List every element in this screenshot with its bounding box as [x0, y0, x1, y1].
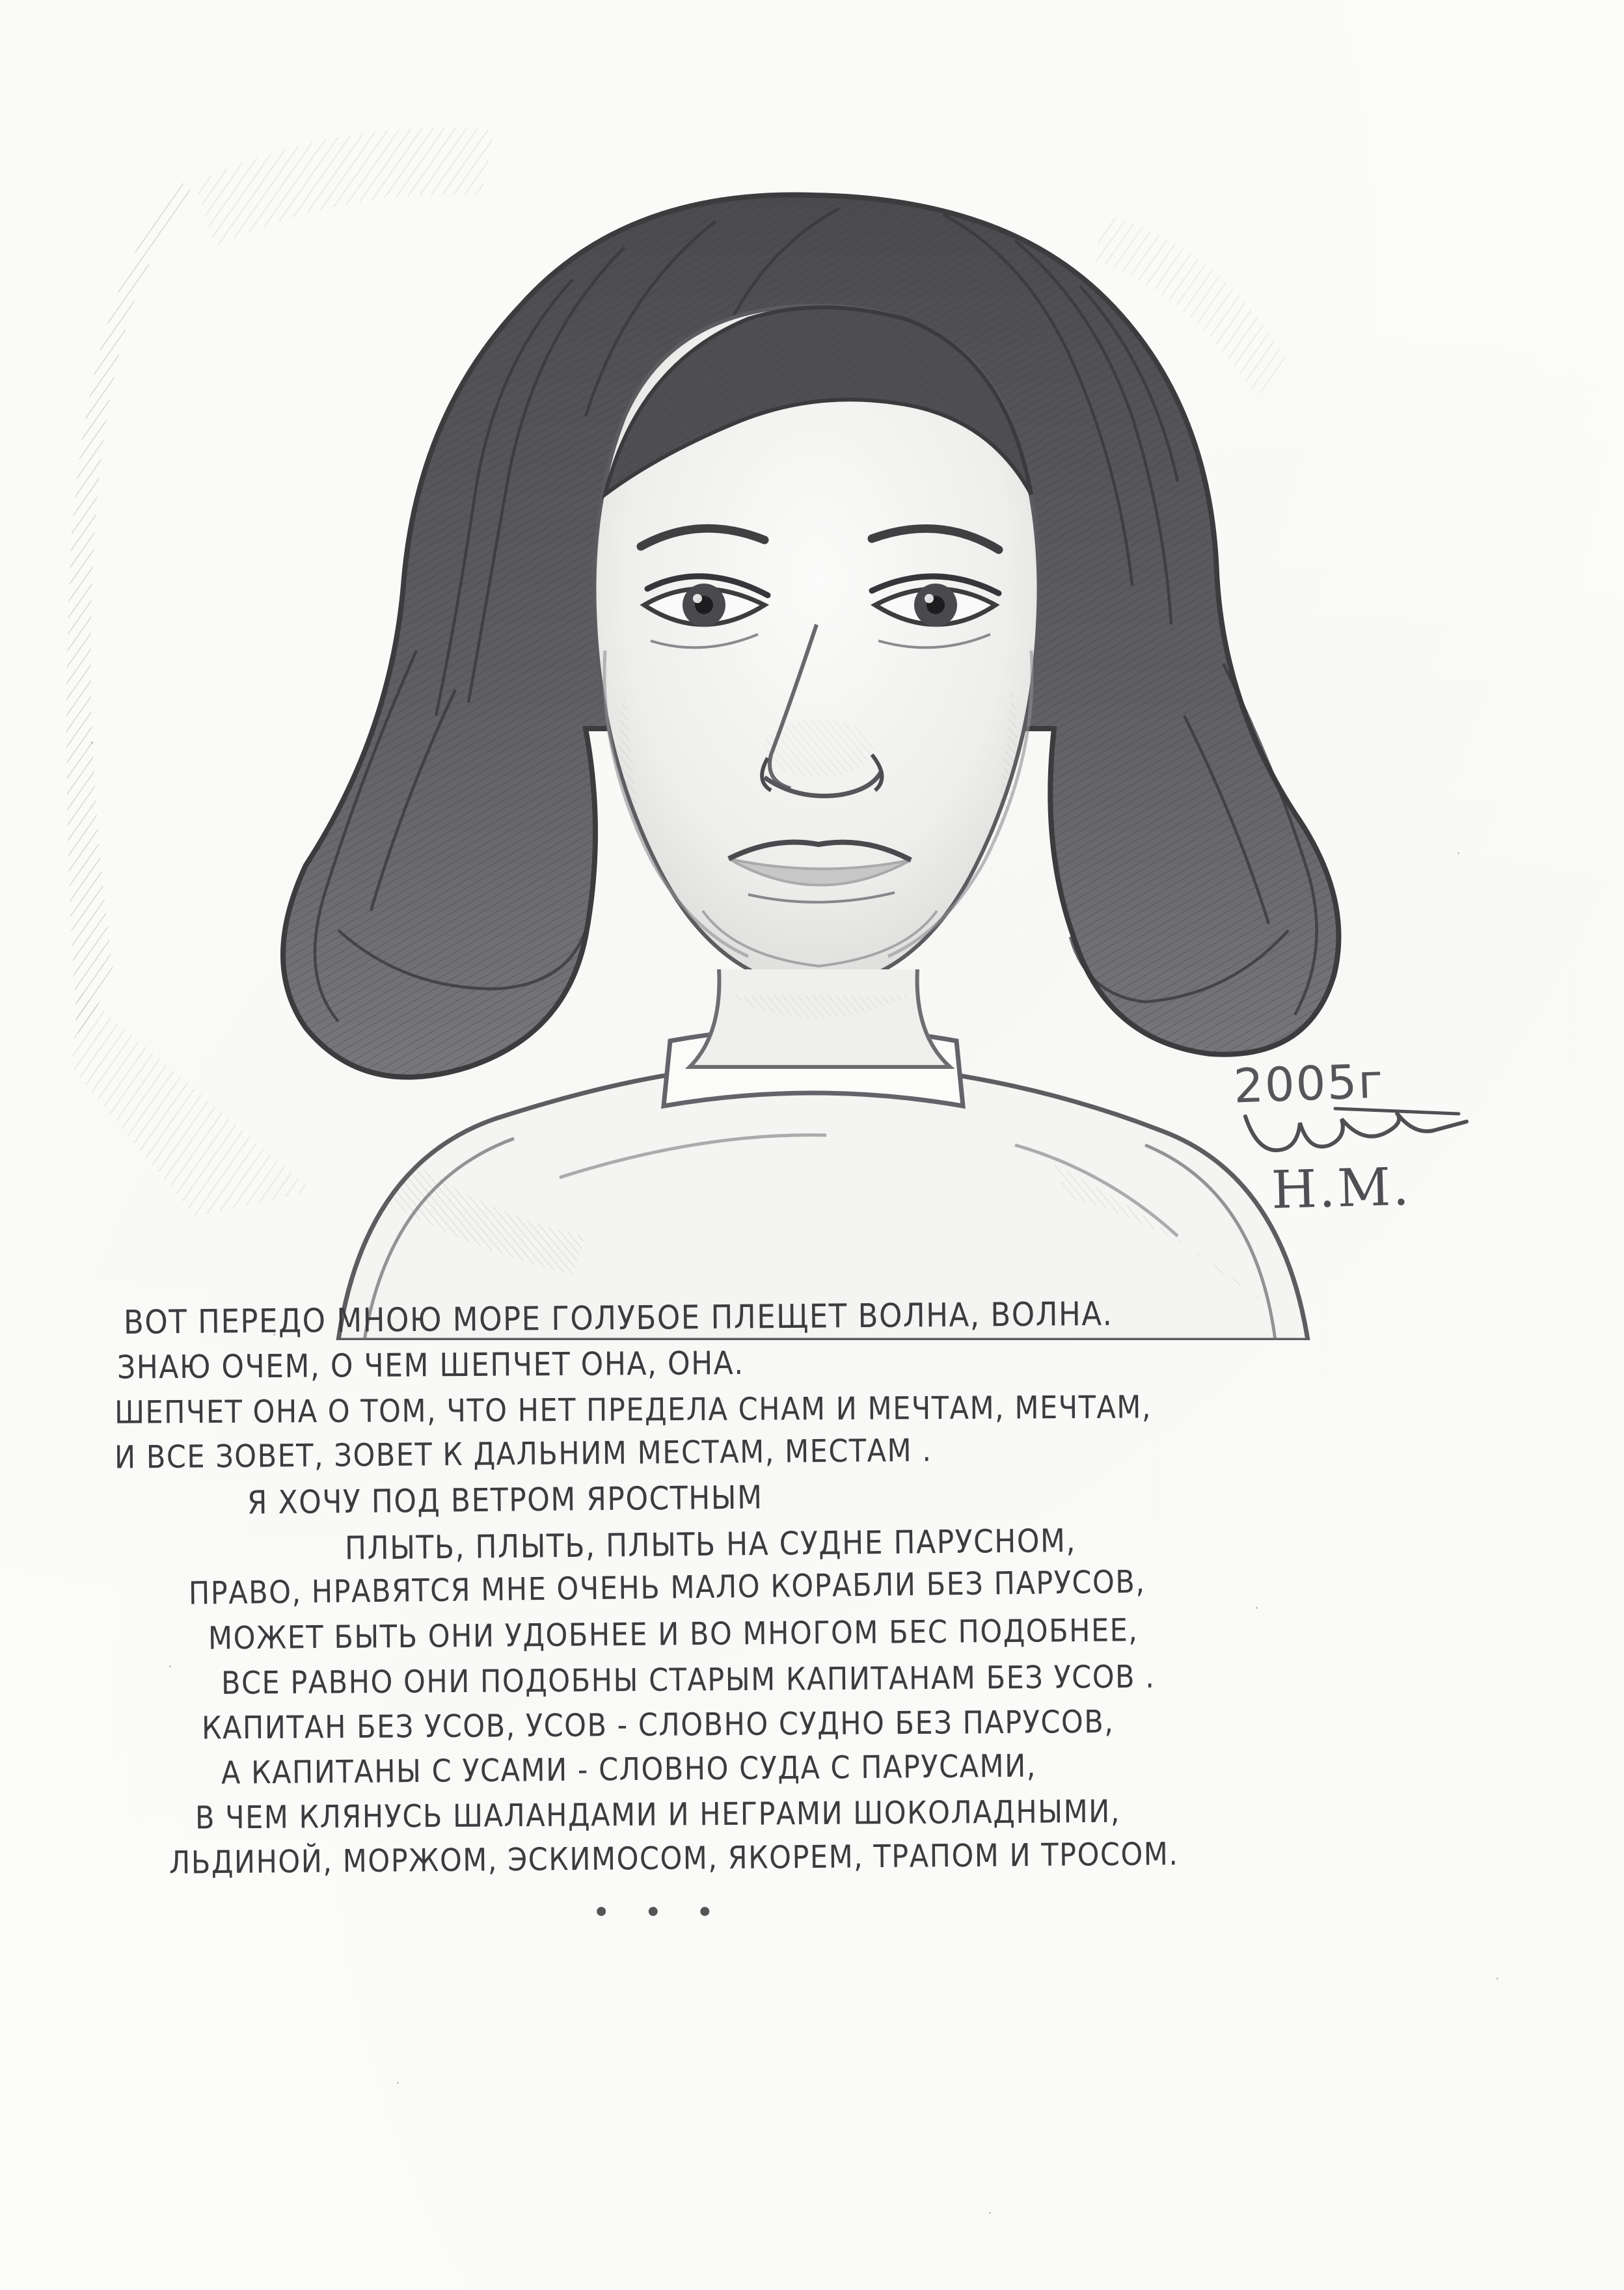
poem-line: И ВСЕ ЗОВЕТ, ЗОВЕТ К ДАЛЬНИМ МЕСТАМ, МЕСТАМ . [114, 1432, 932, 1476]
face [594, 306, 1038, 1067]
poem-line: ВОТ ПЕРЕДО МНОЮ МОРЕ ГОЛУБОЕ ПЛЕЩЕТ ВОЛНА, ВОЛНА. [123, 1294, 1113, 1342]
poem-line: ВСЕ РАВНО ОНИ ПОДОБНЫ СТАРЫМ КАПИТАНАМ БЕЗ УСОВ . [221, 1658, 1156, 1702]
signature-block [1232, 1053, 1513, 1220]
poem-line: А КАПИТАНЫ С УСАМИ - СЛОВНО СУДА С ПАРУСАМИ, [221, 1748, 1037, 1792]
signature-scribble [1238, 1105, 1513, 1161]
poem-line: ЛЬДИНОЙ, МОРЖОМ, ЭСКИМОСОМ, ЯКОРЕМ, ТРАПОМ И ТРОСОМ. [169, 1836, 1179, 1881]
signature-initials: Н.М. [1270, 1156, 1412, 1220]
poem-line: КАПИТАН БЕЗ УСОВ, УСОВ - СЛОВНО СУДНО БЕЗ ПАРУСОВ, [201, 1704, 1115, 1747]
handwritten-poem [0, 1294, 1624, 1931]
poem-line: ШЕПЧЕТ ОНА О ТОМ, ЧТО НЕТ ПРЕДЕЛА СНАМ И МЕЧТАМ, МЕЧТАМ, [114, 1389, 1152, 1431]
poem-line: МОЖЕТ БЫТЬ ОНИ УДОБНЕЕ И ВО МНОГОМ БЕС ПОДОБНЕЕ, [208, 1612, 1139, 1657]
poem-end-marks: • • • [592, 1894, 726, 1931]
poem-line: Я ХОЧУ ПОД ВЕТРОМ ЯРОСТНЫМ [247, 1479, 763, 1522]
poem-line: ЗНАЮ ОЧЕМ, О ЧЕМ ШЕПЧЕТ ОНА, ОНА. [116, 1345, 744, 1386]
poem-line: ПЛЫТЬ, ПЛЫТЬ, ПЛЫТЬ НА СУДНЕ ПАРУСНОМ, [344, 1522, 1077, 1567]
shoulders-and-sweater [338, 1028, 1308, 1340]
signature-year: 2005г [1232, 1053, 1385, 1114]
poem-line: В ЧЕМ КЛЯНУСЬ ШАЛАНДАМИ И НЕГРАМИ ШОКОЛАДНЫМИ, [195, 1794, 1121, 1837]
poem-line: ПРАВО, НРАВЯТСЯ МНЕ ОЧЕНЬ МАЛО КОРАБЛИ БЕЗ ПАРУСОВ, [188, 1563, 1146, 1612]
